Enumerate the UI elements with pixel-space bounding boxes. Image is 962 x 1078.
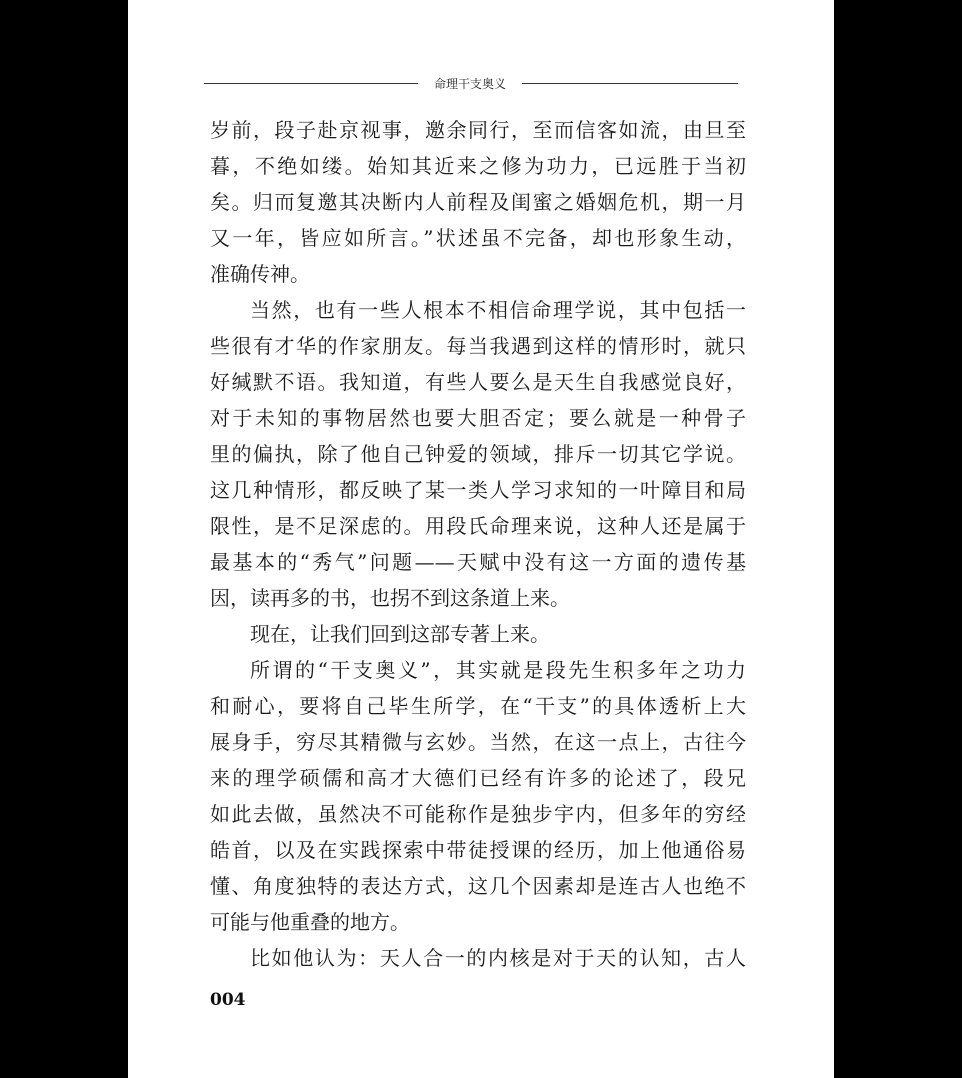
text-line: 和耐心，要将自己毕生所学，在“干支”的具体透析上大 — [210, 694, 746, 718]
running-header — [204, 74, 738, 94]
body-text — [210, 112, 746, 976]
text-line: 比如他认为：天人合一的内核是对于天的认知，古人 — [250, 946, 746, 970]
header-rule-right — [522, 83, 738, 84]
header-rule-left — [204, 83, 418, 84]
page-number: 004 — [210, 990, 246, 1010]
text-line: 皓首，以及在实践探索中带徒授课的经历，加上他通俗易 — [210, 838, 746, 862]
text-line: 岁前，段子赴京视事，邀余同行，至而信客如流，由旦至 — [210, 118, 746, 142]
text-line: 矣。归而复邀其决断内人前程及闺蜜之婚姻危机，期一月 — [210, 190, 746, 214]
text-line: 展身手，穷尽其精微与玄妙。当然，在这一点上，古往今 — [210, 730, 746, 754]
text-line: 这几种情形，都反映了某一类人学习求知的一叶障目和局 — [210, 478, 746, 502]
text-line: 可能与他重叠的地方。 — [210, 910, 410, 934]
text-line: 最基本的“秀气”问题——天赋中没有这一方面的遗传基 — [210, 550, 746, 574]
text-line: 限性，是不足深虑的。用段氏命理来说，这种人还是属于 — [210, 514, 746, 538]
text-line: 如此去做，虽然决不可能称作是独步宇内，但多年的穷经 — [210, 802, 746, 826]
header-title: 命理干支奥义 — [433, 77, 506, 91]
text-line: 些很有才华的作家朋友。每当我遇到这样的情形时，就只 — [210, 334, 746, 358]
text-line: 准确传神。 — [210, 262, 310, 286]
text-line: 又一年，皆应如所言。”状述虽不完备，却也形象生动， — [210, 226, 746, 250]
text-line: 懂、角度独特的表达方式，这几个因素却是连古人也绝不 — [210, 874, 746, 898]
text-line: 里的偏执，除了他自己钟爱的领域，排斥一切其它学说。 — [210, 442, 746, 466]
text-line: 现在，让我们回到这部专著上来。 — [250, 622, 550, 646]
text-line: 对于未知的事物居然也要大胆否定；要么就是一种骨子 — [210, 406, 746, 430]
text-line: 暮，不绝如缕。始知其近来之修为功力，已远胜于当初 — [210, 154, 746, 178]
text-line: 因，读再多的书，也拐不到这条道上来。 — [210, 586, 570, 610]
book-page — [128, 0, 834, 1078]
text-line: 当然，也有一些人根本不相信命理学说，其中包括一 — [250, 298, 746, 322]
text-line: 来的理学硕儒和高才大德们已经有许多的论述了，段兄 — [210, 766, 746, 790]
text-line: 好缄默不语。我知道，有些人要么是天生自我感觉良好， — [210, 370, 746, 394]
text-line: 所谓的“干支奥义”，其实就是段先生积多年之功力 — [250, 658, 746, 682]
